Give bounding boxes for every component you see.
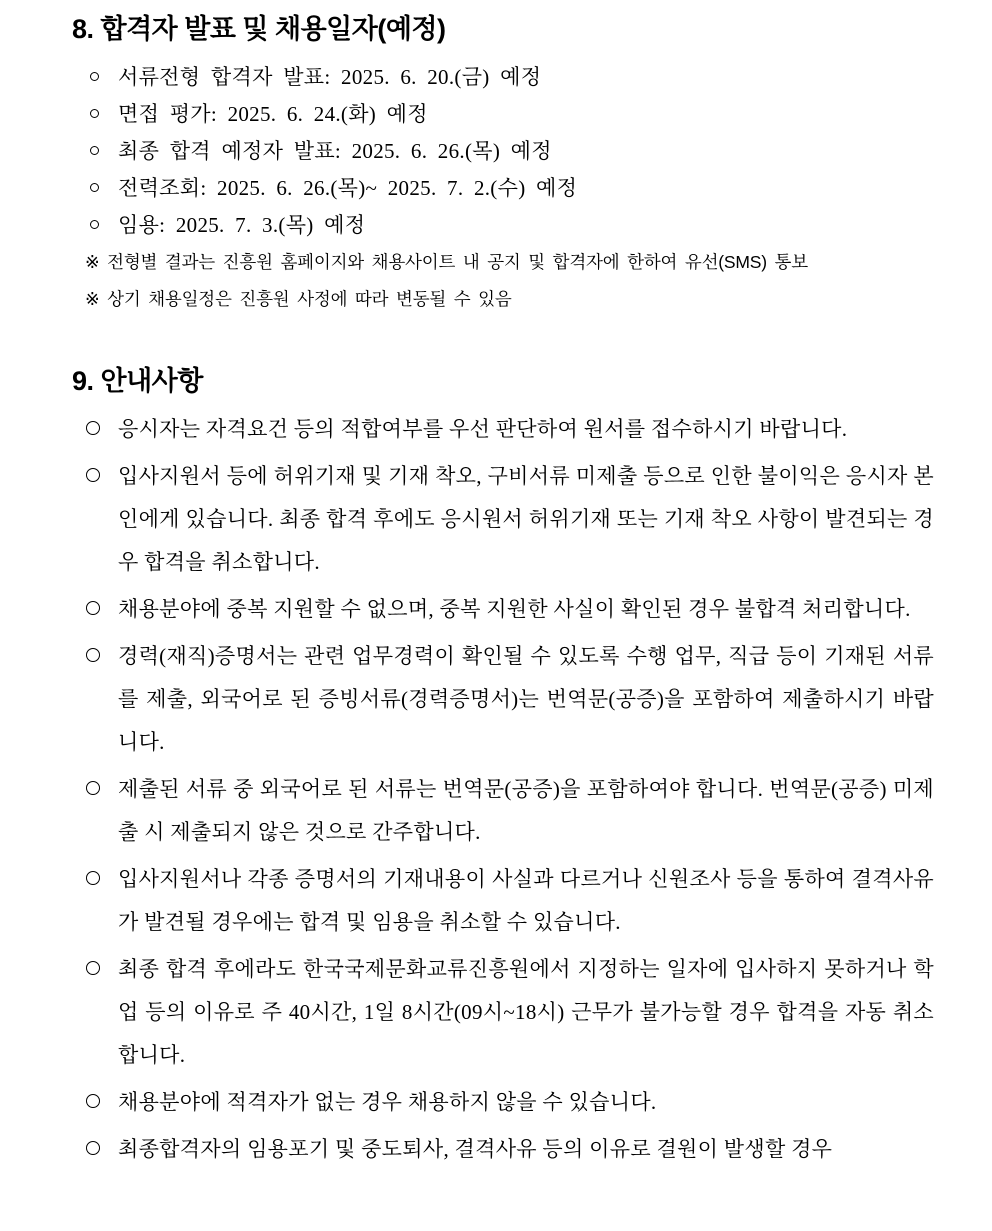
circle-bullet-icon: [90, 109, 99, 118]
list-item: [72, 96, 934, 133]
list-item-text: 입사지원서나 각종 증명서의 기재내용이 사실과 다르거나 신원조사 등을 통하여 결격사유가 발견될 경우에는 합격 및 임용을 취소할 수 있습니다.: [118, 867, 934, 934]
list-item: [72, 207, 934, 244]
circle-bullet-icon: [86, 1094, 100, 1108]
list-item-text: 응시자는 자격요건 등의 적합여부를 우선 판단하여 원서를 접수하시기 바랍니다.: [118, 417, 848, 441]
list-item-text: 임용: 2025. 7. 3.(목) 예정: [118, 213, 366, 237]
circle-bullet-icon: [86, 1141, 100, 1155]
circle-bullet-icon: [86, 601, 100, 615]
list-item-text: 경력(재직)증명서는 관련 업무경력이 확인될 수 있도록 수행 업무, 직급 등이 기재된 서류를 제출, 외국어로 된 증빙서류(경력증명서)는 번역문(공증)을 포함하여 제출하시기 바랍니다.: [118, 644, 934, 754]
section9-title: 9. 안내사항: [72, 366, 203, 396]
section8-schedule-list: [72, 59, 934, 244]
list-item-text: 최종 합격 후에라도 한국국제문화교류진흥원에서 지정하는 일자에 입사하지 못하거나 학업 등의 이유로 주 40시간, 1일 8시간(09시~18시) 근무가 불가능할 경우 합격을 자동 취소합니다.: [118, 957, 934, 1067]
list-item: [72, 59, 934, 96]
section9-guidance-list: [72, 408, 934, 1171]
list-item: [72, 1128, 934, 1171]
circle-bullet-icon: [90, 183, 99, 192]
list-item-text: 채용분야에 적격자가 없는 경우 채용하지 않을 수 있습니다.: [118, 1090, 657, 1114]
list-item: [72, 858, 934, 944]
circle-bullet-icon: [86, 961, 100, 975]
circle-bullet-icon: [90, 146, 99, 155]
circle-bullet-icon: [86, 871, 100, 885]
list-item: [72, 588, 934, 631]
list-item-text: 최종합격자의 임용포기 및 중도퇴사, 결격사유 등의 이유로 결원이 발생할 경우: [118, 1137, 833, 1161]
list-item-text: 입사지원서 등에 허위기재 및 기재 착오, 구비서류 미제출 등으로 인한 불이익은 응시자 본인에게 있습니다. 최종 합격 후에도 응시원서 허위기재 또는 기재 착오 사항이 발견되는 경우 합격을 취소합니다.: [118, 464, 934, 574]
circle-bullet-icon: [90, 72, 99, 81]
circle-bullet-icon: [86, 468, 100, 482]
list-item: [72, 170, 934, 207]
reference-note: ※ 전형별 결과는 진흥원 홈페이지와 채용사이트 내 공지 및 합격자에 한하여 유선(SMS) 통보: [85, 252, 808, 272]
list-item-text: 면접 평가: 2025. 6. 24.(화) 예정: [118, 102, 428, 126]
list-item-text: 채용분야에 중복 지원할 수 없으며, 중복 지원한 사실이 확인된 경우 불합격 처리합니다.: [118, 597, 911, 621]
list-item-text: 전력조회: 2025. 6. 26.(목)~ 2025. 7. 2.(수) 예정: [118, 176, 578, 200]
list-item: [72, 635, 934, 764]
list-item-text: 서류전형 합격자 발표: 2025. 6. 20.(금) 예정: [118, 65, 542, 89]
list-item-text: 최종 합격 예정자 발표: 2025. 6. 26.(목) 예정: [118, 139, 552, 163]
circle-bullet-icon: [86, 781, 100, 795]
list-item: [72, 768, 934, 854]
list-item: [72, 133, 934, 170]
section8-title: 8. 합격자 발표 및 채용일자(예정): [72, 14, 446, 44]
list-item: [72, 455, 934, 584]
list-item-text: 제출된 서류 중 외국어로 된 서류는 번역문(공증)을 포함하여야 합니다. 번역문(공증) 미제출 시 제출되지 않은 것으로 간주합니다.: [118, 777, 934, 844]
circle-bullet-icon: [90, 220, 99, 229]
list-item: [72, 948, 934, 1077]
circle-bullet-icon: [86, 421, 100, 435]
reference-note: ※ 상기 채용일정은 진흥원 사정에 따라 변동될 수 있음: [85, 289, 512, 309]
list-item: [72, 408, 934, 451]
list-item: [72, 1081, 934, 1124]
circle-bullet-icon: [86, 648, 100, 662]
